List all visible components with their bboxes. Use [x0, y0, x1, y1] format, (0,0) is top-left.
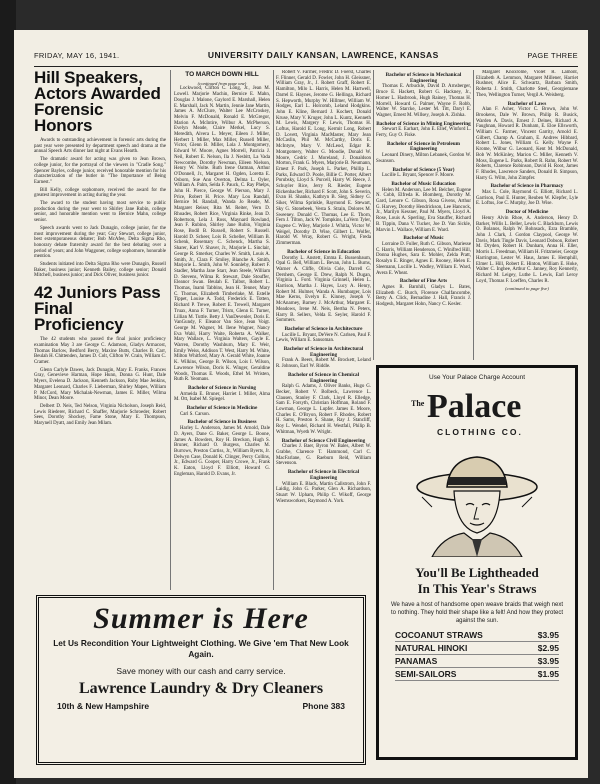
price-item: PANAMAS: [395, 656, 438, 666]
degree-heading: Bachelor of Science Civil Engineering: [281, 437, 366, 444]
newspaper-page: [14, 30, 588, 778]
degree-name-list: Stewart E. Earhart, John E. Ellef, Winford L. Ferry, Guy O. Fiske.: [376, 127, 471, 139]
degree-heading: Bachelor of Fine Arts: [399, 278, 448, 285]
ad-headline: Summer is Here: [93, 602, 309, 635]
degree-heading: Bachelor of Laws: [507, 100, 547, 107]
story-paragraph: Glenn Carlyle Dawes, Jack Dunagin, Mary E. Franks, Frances Gray, Genevieve Harman, Hope Hunn, Donna G. Hunt, Dale Myers, Evelena D. Jackson, Kenneth Jackson, Ruby Mae Jenkins, Margaret Leonard, Charles F. Lieberman, Shirley Mapes, William P. McCord, Mary Michalak-Newman, James E. Miller, Wilma Minor, Dean Moore.: [34, 367, 166, 402]
story-paragraph: The 42 students who passed the final junior proficiency examination May 3 are George C. Adamson, Gladys Armacost, Thomas Barlow, Bedford Berry, Maxine Butts, Charles B. Carr, Beulah H. Chittenden, James D. Colt, Clifton W. Crain, William C. Cramer.: [34, 337, 166, 365]
degree-heading: Bachelor of Music Education: [391, 180, 456, 187]
price-row: [395, 668, 559, 681]
degree-sections-col4: [376, 73, 471, 308]
degree-sections-col2: [174, 386, 270, 478]
degree-heading: Bachelor of Science in Petroleum Engineering: [387, 140, 460, 153]
column-divider: [273, 70, 274, 590]
degree-name-list: Lucille L. Bryant, Spencer F. Moore.: [382, 173, 455, 179]
laundry-advertisement: [36, 595, 366, 765]
degree-heading: Doctor of Medicine: [505, 209, 549, 216]
continued-note: (continued from page one): [197, 80, 247, 86]
ad-phone: Phone 383: [302, 701, 345, 711]
story-paragraph: The dramatic award for acting was given to Jean Brown, college junior, for the portrayal of the viewers in "Cradle Song." Spencer Bayles, college junior, received honorable mention for his characterization of the butler in "The Importance of Being Earnest.": [34, 157, 166, 185]
story-juniors-proficiency: [34, 337, 166, 427]
logo-the: The: [411, 399, 425, 408]
degree-name-list: Charles J. Baer, Byron W. Bales, Albert W. Grabhe, Clarence T. Hammond, Carl C. MacFarlane, G. Raeburn Reid, William Stevenson.: [276, 444, 371, 467]
ad-charge-line: Use Your Palace Charge Account: [428, 374, 526, 381]
column-divider: [473, 70, 474, 360]
ad-body-text: We have a host of handsome open weave braids that weigh next to nothing. They hold their shape like a felt! And how they protect against the sun.: [391, 602, 563, 624]
degree-name-list: Max L. Cole, Raymond G. Elliott, Richard L. Garrison, Paul E. Hunter, Reuben W. Klepfer, Lyle E. Loftus, Joe C. Murphy, Joe D. Wise.: [476, 190, 578, 207]
degree-name-list: Leonard Dinery, Milton Lebanek, Gordon W. Swanson.: [376, 153, 471, 164]
story-paragraph: The award to the student having most service to public production during the year went to Shirley Jane Rubin, college senior, and honorable mention went to Bernice Mahn, college senior.: [34, 201, 166, 224]
price-row: [395, 629, 559, 642]
degree-name-list: William E. Black, Martin Callstrom, John F. Laidig, John G. Parker, Glen A. Richardson, Stuart W. Upham, Philip C. Wikoff, George Wiemsworkers, Raymond A. York.: [276, 481, 371, 504]
ad-lead-text: Let Us Recondition Your Lightweight Clothing. We Give 'em That New Look Again.: [53, 638, 349, 659]
degree-heading: Bachelor of Science in Mining Engineering: [376, 120, 471, 127]
column-4: [376, 70, 471, 358]
price-list: [379, 625, 575, 681]
column-divider: [373, 70, 374, 360]
degree-name-list: Lucille L. Bryant, DeVere N. Carlsen, Paul F. Lewis, William E. Sansoman.: [276, 332, 371, 344]
price-value: $3.95: [537, 656, 559, 666]
degree-heading: Bachelor of Science in Mechanical Engineering: [385, 72, 462, 84]
degree-heading: Bachelor of Science in Education: [287, 248, 360, 255]
story-paragraph: Speech awards went to Jack Dunagin, college junior, for the most improvement during the year; Guy Stewart, college junior, best extemporaneous debater; Bob McAfee, Delta Sigma Rho, honorary debate fraternity award for the best debating over a period of years; and John Waggoner, college sophomore, honorable mention.: [34, 225, 166, 260]
logo-palace: Palace: [427, 388, 522, 425]
degree-heading: Bachelor of Science in Nursing: [188, 384, 256, 391]
logo-clothing-co: CLOTHING CO.: [437, 427, 523, 437]
page-header: [34, 50, 578, 64]
degree-heading: Bachelor of Music: [403, 235, 444, 242]
degree-name-list: Dorothy L. Anstett, Emma E. Bussenbaum, Opal G. Bell, William L. Bevan, John L. Burns, Warner A. Cliffe, Olivia Cole, Darrell G. Dershem, George E. Drew, Ralph N. Dugan, Virginia L. Ford. Virginia Grinnell, Helen L. Harrison, Martha J. Hayes, Lucy A. Henry, Robert M. Hulmer, Wanda A. Humbarger, Lois Mae Kerns, Evelyn E. Kinney, Joseph V. McAnarney, Barney J. McArthur, Margaret E. Meadows, Irene M. Neis, Bertha N. Peters, Harry B. Sellers, Velda E. Seyler, Harold F. Sommers.: [276, 255, 371, 324]
degree-name-list: Lorraine D. Fuller, Ruth C. Gibson, Mariesse C. Harris, William Henderson, C. Winifred Hill, Donna Hughes, Sara E. Mohler, Zelda Pratt, Rosalyn E. Ringer, Agnes E. Rooney, Helen E. Sleemann, Lucille L. Wadley, William E. Ward, Avera E. Wheat.: [376, 241, 471, 276]
graduate-name-list: Robert V. Farmer, Fredric D. Foerst, Charles F. Flinner, Gerald D. Fowler, John H. Gleissner, William Gray, Jr., J. Robert Graff, Robert E. Hamilton, Milo L. Harris, Helen M. Hartwell, Darrel E. Haynes, Jerome G. Hellinga, Richard S. Hepworth, Murphy W. Hillmer, William W. Hodges, Earl L. Holcomb, Leland Hodgkins. John E. Kline, Bernard J. Kochert, Donald Kruse, Mary V. Kruger, John L. Kuntz, Kenneth M. Lewis, Margery F. Lewis, Thomas H. Loftus, Harold E. Long, Kermit Long, Robert D. Lovett, Virginia MacMaster, Mary Jean McCaslin, Phil M. McCarthy, Doris E. McIntyre, Mary V. McLeod, Edgar R. Montgomery, Walter G. Moodie, Donald W. Moore, Cedric J. Moreland, J. Donaldson Morton, Frank G. Myers, Marjorie B. Neumann, Ernest F. Park, Joseph L. Parker, Phillip L. Parks, Edward D. Poole, Billie C. Porter, Albert Porubsky, Lloyd S. Purcell, Harry W. Reece, J. Schuyler Rice, Jerry R. Rieder, Eugene Rickenbacher, Richard F. Scott, John S. Severin, Evan H. Shanks, Kathryn B. Sieg, Sidney G. Siker, Wilma Sprinkle, Raymond E. Stewart, Sky G. Stonebeek, Vesta S. Strain, Dolores M. Sweeney. Donald C. Thomas, Lee E. Thorn, Fern J. Tilton, Jack W. Tompkins, LaVern Tyler, Eugene C. Wiley, Marjorie J. Whitla, Victor W. Weigel, Dorothy D. Wise, Gilbert L. Wolfer, Harold W. Wray, Robert G. Wright, Freda Zimmerman.: [276, 70, 371, 247]
degree-heading: Bachelor of Science in Electrical Engineering: [287, 469, 360, 481]
price-row: [395, 642, 559, 655]
graduate-name-list: Margaret Knoxrome, Violet R. Lamont, Elizabeth A. Lemmon, Margaret Millener, Harriet Rushner, Alice E. Schwartz, Barbara Smith, Roberta J. Smith, Charlotte Steel, Georgiemane Theo, Wellington Turner, Vergil A. Weisberg.: [476, 70, 578, 98]
story-paragraph: Bill Kelly, college sophomore, received the award for the greatest improvement in acting during the year.: [34, 187, 166, 199]
ad-slogan-line-2: In This Year's Straws: [417, 581, 537, 596]
header-paper-name: UNIVERSITY DAILY KANSAN, LAWRENCE, KANSAS: [207, 50, 439, 60]
graduate-name-list: Lockwood, Clifton C. Long, Jr., Jean M. Lowell. Marjorie Machin, Bernice E. Mahn, Douglas J. Malone, Gaylord E. Marshall, Helen E. Marshall, Jack N. Martin, Jennie Jane Martin, James A. McClure, Walter Lee McCroskey, Melvin F. McDonald, Ronald E. McGregor, Marion A. McIntire, Wilbur A. McPherson, Evelyn Meade, Claire Merkel, Lucy S. Meredith, Alvera L. Meyer, Eileen J. Miller, Herbert I. Miller, Max Miller, Russell Miller, Victor, Glenn B. Miller, Lola J. Montgomery, Edward W. Moore, Agnes Morrell, Patricia J. Neil, Robert E. Nelson, Ila J. Nesbitt, La Vada Newcombe, Dorothy Newman, Eileen Nielson, Henry W. Nolte. Ruth Irene Oatman, Arthur O'Donnell, Jr., Margaret H. Ogden, Loretta E. Osborn, Sue Ann Overton, Delma L. Oyler, William A. Palm, Selda F. Pauck, C. Ray Phelps, John H. Pierce, George W. Pierson, Mary J. Price, Robert H. Price. Mary Lou Randall, Bernice M. Randall, Wanda Jo Reade, M. Margaret Reiser, Rita M. Reiter, Vern D. Rhoades, Robert Rice, Virginia Rinke, Jean D. Robertson, Lela J. Ross, Maynard Rowland, Jean F. Rubino, Shirley Jane Rubin, Virginia Rose, Bodil B. Russell, Robert S. Russell. Harold D. Scheer, Lois B. Scheller, William B. Schenk, Rosemary C. Schenck, Martha S. Sharer, Karl V. Shaver, Jr., Marjorie L. Sinclair, George R. Smerker, Charles W. Smith, Louis A. Smith, Jr., Clara F. Smiley, Blanche A. Smith, Marjorie L. Smith, John W. Sonnleby, Robert F. Stadler, Martha Jane Starr, Jean Steele, William D. Stevens, Wilma R. Stewart, Dale Stouffer, Eleanor Swan. Beulah E. Talbot, Robert L. Thomas, Inami Tabbins, Jean H. Tenner, Mary C. Thomas, Elizabeth Timberlake, M. Estelle Tippet, Louise A. Todd, Frederick E. Totten, Richard P. Trewe, Robert E. Trewell, Margaret Truax, Anna F. Turner, Trism, Glenn E. Turner, Lillian M. Tuttle. Betty J. VanDevenler, Doris E. VanGundy, F. Eleanor Van Sice, Jean Voigt. George M. Wagner, M. Ilene Wagner, Nancy Eva Wahl, Harry Waite, Roberta A. Walker, Mary Wallace, L. Virginia Walters, Gayle E. Warren, Dorothy Washburn, Mary E. Weir, Emily Weiss, Addison T. West, Harry M. White, Milton Whitford, Mary A. Gerald White, Joanne K. Wilkins, George B. Wilson, Lois I. Wilson, Lawrence Wilson, Doris K. Winger, Geraldine Woods, Thomas E. Woods, Ethel M. Wristen, Ruth R. Yeomans.: [174, 86, 270, 383]
degree-heading: Bachelor of Science in Business: [187, 419, 257, 426]
price-row: [395, 655, 559, 668]
price-item: COCOANUT STRAWS: [395, 630, 483, 640]
degree-heading: Bachelor of Science in Architectural Engineering: [283, 346, 364, 358]
column-divider: [170, 70, 171, 590]
degree-heading: Bachelor of Science in Architecture: [284, 325, 363, 332]
degree-name-list: Frank A. Beers, Robert M. Brockett, Leland R. Johnson, Earl W. Riddle.: [276, 358, 371, 370]
story-paragraph: Awards to outstanding achievement in forensic arts during the past year were presented by department speech and drama at the annual Speech Arts dinner last night at Evans Hearth.: [34, 138, 166, 155]
degree-name-list: Armeida E. Bruner, Harriet I. Miller, Alma M. Ott, Isabel M. Spiegel.: [174, 391, 270, 403]
man-in-straw-hat-illustration: [392, 447, 562, 557]
column-3: [276, 70, 371, 590]
degree-heading: Bachelor of Science in Chemical Engineering: [287, 371, 360, 384]
ad-address: 10th & New Hampshire: [57, 701, 150, 711]
degree-name-list: Ralph G. Adams, J. Oliver Banks, Hugo G. Becker, Robert V. Bolbeck, Lawrence L. Clausen, Stanley F. Clark, Lloyd R. Elledge, Sam E. Forsyth, Christian Hoffman, Roland F. Lowman, George L. Lupfer. James E. Moore, Charles E. O'Bryon, Robert F. Rhodes, Robert H. Sams, Preston S. Shane, Ray J. Stancliff, Roy L. Wendel, Richard H. Westfall, Philip B. Whitman, Wyeth W. Wright.: [276, 384, 371, 435]
palace-clothing-advertisement: [376, 365, 578, 760]
price-value: $2.95: [537, 643, 559, 653]
header-date: FRIDAY, MAY 16, 1941.: [34, 51, 120, 60]
ad-slogan: [379, 565, 575, 597]
header-rule: [34, 66, 578, 67]
degree-sections-col3: [276, 250, 371, 505]
price-value: $1.95: [537, 669, 559, 679]
story-forensic-honors: [34, 138, 166, 279]
price-item: NATURAL HINOKI: [395, 643, 468, 653]
degree-name-list: Thomas E. Arbuckle, David D. Arnsberger, Bruce E. Hackett, Robert G. Hackney, Jr., Homer L. Hasbrook, Hugh Rainey, Thomas H. Morrell, Howard G. Palmer, Wayne F. Robb, Walter W. Starcke, Lester M. Titt, Daryl E. Wagner, Ernest M. Willsey, Joseph A. Zishka.: [376, 84, 471, 118]
ad-business-name: Lawrence Laundry & Dry Cleaners: [78, 680, 324, 697]
degree-name-list: Agnes R. Barnhill, Gladys L. Bates, Elizabeth C. Burch, Florence Chalfancombe, Betty A. Click, Bernadine J. Hall, Francis J. Hodgesh, Margaret Hohn, Nancy C. Kesler.: [376, 284, 471, 308]
degree-name-list: Harley L. Anderson, James M. Arnold, Dale D. Ayers, Dane G. Baker, George L. Boone, James A. Bowders, Roy H. Breckon, Hugh S. Bruner, Richard O. Burgess, Charles M. Burrows, Preston Curtiss, Jr., William Byerts, Jr. Delwyn Case, Donald K. Clinger, Percy Collins, Jr., Edward G. Cooper, Harry Crowe, Jr., Frank K. Eaton, Lloyd F. Elliott, Howard G. Engleman, Harold D. Evans, Jr.: [174, 426, 270, 477]
header-page-number: PAGE THREE: [527, 51, 578, 60]
headline-juniors-proficiency: 42 Juniors Pass Final Proficiency: [34, 283, 161, 335]
degree-name-list: Helen M. Anderson, Lee M. Belcher, Eugene N. Cobb, Elfreda K. Blomberg, Dorothy M. Gard, Lenore C. Gibson, Rosa Givens, Arthur G. Harvey, Dorothy Hendrickson, Lee Hancock, Jr., Marilyn Kessner, Paul M. Myers, Lloyd A. Rose, Louis A. Sperling, Eva Stauffer, Richard B. Tippin, Dana V. Tucker, Joe D. Van Sickle, Marvin L. Wallace, William E. Ward.: [376, 187, 471, 233]
degree-name-list: Carl S. Carson.: [180, 411, 210, 417]
ad-savings-text: Save money with our cash and carry service.: [116, 666, 286, 676]
ad-slogan-line-1: You'll Be Lightheaded: [415, 565, 539, 580]
degree-name-list: Alan F. Asher, Victor C. Brown, John W. Brookens, Dale W. Brown, Philip R. Busick, Warden A. Davis, Ernest J. Deines, Richard A. Faughnan, Howard R. Dunham, E. Eloe Ellsworth, William C. Farmer, Vincent Garrity, Arnold E. Gilbert, Champ A. Graham, E. Andrew Hibbard, Robert L. Jones, William G. Kelly. Wayne F. Krome, Wilbur G. Leonard, Kent M. McDonald, Bob W. McKinley, Marion C. Miller, Kenneth V. Moss, Eugene L. Parks, Robert R. Rahn, Robert W. Roberts, Clarence Robinson, David H. Root, James F. Rhodes, Lawrence Sanders, Donald B. Simpson, Harry G. Wilm, John Zimpfer.: [476, 107, 578, 181]
story-paragraph: Delbert D. Neis, Ted Nelson, Virginia Nicholson, Joseph Reid, Lewis Riederer, Richard C. Shaffer, Marjorie Schroeder, Robert Sees, Dorothy Shockey, Fame Stone, Mary E. Thompson, Marynell Dyatt, and Emily Jean Milam.: [34, 403, 166, 427]
degree-sections-col5: [476, 102, 578, 285]
headline-forensic-honors: Hill Speakers, Actors Awarded Forensic Honors: [34, 70, 161, 135]
price-value: $3.95: [537, 630, 559, 640]
column-2: [174, 70, 270, 645]
continued-story-title: TO MARCH DOWN HILL: [185, 71, 259, 78]
column-1: [34, 70, 166, 630]
story-paragraph: Students initiated into Delta Sigma Rho were Dunagin, Russell Baker, business junior; Kenneth Bailey, college senior; Donald Mitchell, business junior; and Dick Oliver, business junior.: [34, 262, 166, 279]
degree-heading: Bachelor of Science in Pharmacy: [490, 183, 564, 190]
degree-heading: Bachelor of Science (5 Year): [392, 166, 455, 173]
degree-heading: Bachelor of Science in Medicine: [186, 405, 258, 412]
palace-logo: [407, 389, 547, 443]
price-item: SEMI-SAILORS: [395, 669, 457, 679]
degree-name-list: Henry Alvin Rhoe, A. Anderson, Henry D. Barker, Willis L. Beller, Lewis C. Blackburn, Lewis O. Bolanos, Ralph W. Bohnsack, Ezra Bramble, John J. Clark, J. Gordon Claypool, George W. Davis, Mark Tingle Davis, Leonard Dobson, Robert M. Dryden, Robert H. Dunham, Anna H. Eller, Morris L. Freedman, William H. Fritzmeier, George Harrington, Lester W. Haus, James E. Hemphill, Elmer L. Hill, Robert E. Hinton, William E. Hoke, Walter C. Inghee, Arthur C. Janney, Roy Kennerly, Richard M. Leigey, Luthe L. Lewis, Earl Leroy Loyd, Thomas F. Loeffen, Charles R.: [476, 215, 578, 284]
continued-note: (continued to page five): [505, 286, 549, 292]
ad-contact-row: [47, 701, 355, 711]
column-5: [476, 70, 578, 358]
